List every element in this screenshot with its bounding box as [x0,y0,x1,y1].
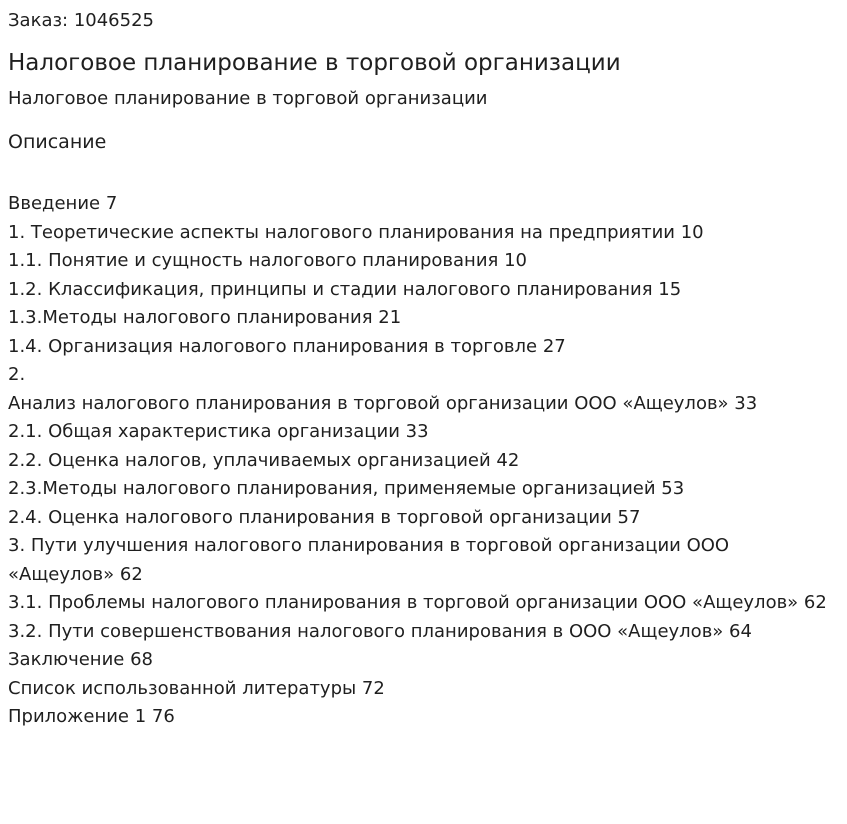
toc-item: Введение 7 [8,193,118,214]
table-of-contents [8,190,839,732]
description-heading: Описание [8,131,107,153]
toc-item: 1.3.Методы налогового планирования 21 [8,307,402,328]
toc-item: 1. Теоретические аспекты налогового планирования на предприятии 10 [8,221,704,243]
toc-item: 3. Пути улучшения налогового планирования в торговой организации ООО «Ащеулов» 62 [8,535,730,585]
toc-item: 1.2. Классификация, принципы и стадии налогового планирования 15 [8,278,682,300]
toc-item: 3.2. Пути совершенствования налогового планирования в ООО «Ащеулов» 64 [8,620,752,642]
toc-item: 2.4. Оценка налогового планирования в торговой организации 57 [8,506,641,528]
toc-item: 2.2. Оценка налогов, уплачиваемых организацией 42 [8,449,520,471]
toc-item: Список использованной литературы 72 [8,677,385,699]
toc-item: 2.1. Общая характеристика организации 33 [8,421,429,442]
toc-item: 1.1. Понятие и сущность налогового планирования 10 [8,250,527,271]
page-subtitle: Налоговое планирование в торговой организации [8,88,488,109]
page-title: Налоговое планирование в торговой организации [8,50,621,76]
toc-item: 2.3.Методы налогового планирования, применяемые организацией 53 [8,478,685,499]
toc-item: Приложение 1 76 [8,706,175,727]
order-number: Заказ: 1046525 [8,10,154,31]
toc-item: 3.1. Проблемы налогового планирования в торговой организации ООО «Ащеулов» 62 [8,592,827,613]
toc-item: Анализ налогового планирования в торговой организации ООО «Ащеулов» 33 [8,392,758,414]
toc-item: Заключение 68 [8,649,153,670]
toc-item: 2. [8,364,26,385]
toc-item: 1.4. Организация налогового планирования в торговле 27 [8,335,566,357]
